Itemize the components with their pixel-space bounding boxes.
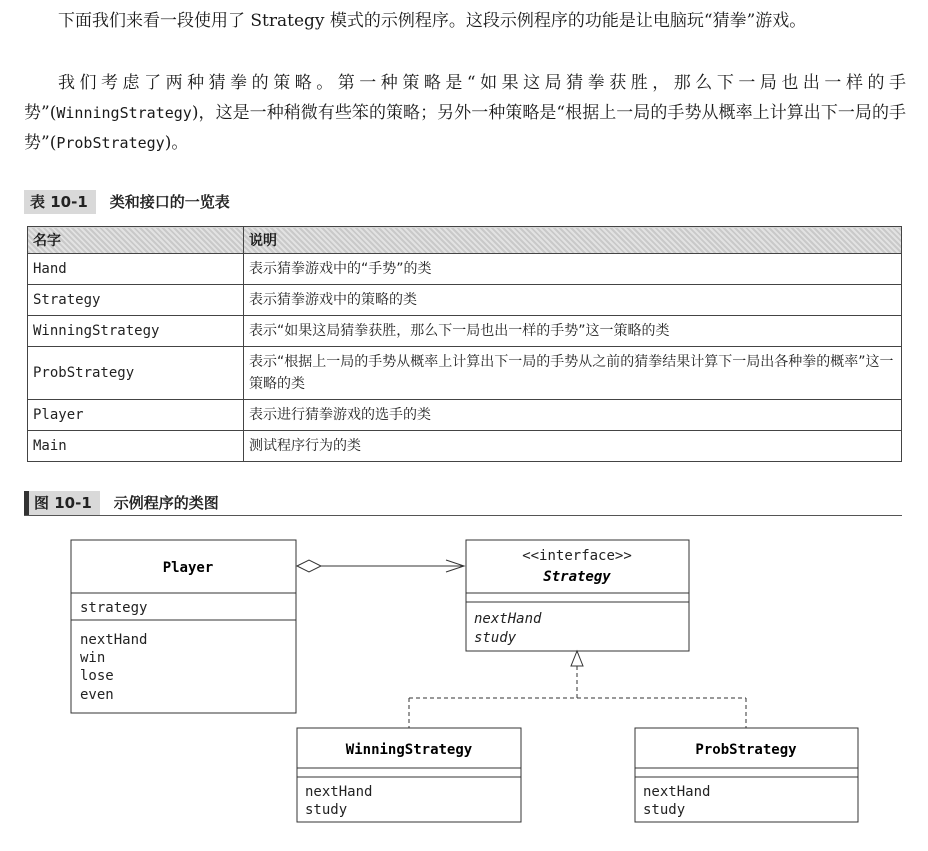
winning-strategy-class-name: WinningStrategy [345,742,473,758]
table-row [28,347,902,400]
player-method: nextHand [80,632,148,648]
cell-desc: 表示猜拳游戏中的策略的类 [244,285,902,316]
player-class-name: Player [162,560,214,576]
intro-text: )，这是一种稍微有些笨的策略；另外一种策略是“根据上一局的手势从概率上计算出下一局的手势”( [24,103,906,153]
player-method: lose [80,668,114,684]
table-caption-number: 表 10-1 [24,190,96,214]
class-diagram [0,530,928,830]
cell-name: WinningStrategy [28,316,244,347]
cell-name: ProbStrategy [28,347,244,400]
player-method: even [80,687,114,703]
table-row [28,431,902,462]
table-row [28,400,902,431]
strategy-method: study [474,630,517,646]
cell-desc: 表示“如果这局猜拳获胜，那么下一局也出一样的手势”这一策略的类 [244,316,902,347]
figure-caption-text: 示例程序的类图 [113,494,219,512]
table-caption [24,190,230,214]
figure-divider [24,515,902,516]
intro-text: 下面我们来看一段使用了 Strategy 模式的示例程序。这段示例程序的功能是让电脑玩“猜拳”游戏。 [58,11,807,31]
cell-name: Player [28,400,244,431]
prob-strategy-method: nextHand [643,784,711,800]
figure-caption [24,491,219,515]
aggregation-connector [297,560,464,572]
prob-strategy-class-name: ProbStrategy [695,742,797,758]
strategy-interface-name: Strategy [543,569,611,585]
player-method: win [80,650,106,666]
class-list-table [27,226,902,462]
table-row [28,316,902,347]
table-caption-text: 类和接口的一览表 [109,193,230,211]
winning-strategy-method: nextHand [305,784,373,800]
table-row [28,285,902,316]
cell-name: Main [28,431,244,462]
player-field: strategy [80,600,148,616]
cell-name: Strategy [28,285,244,316]
cell-desc: 表示进行猜拳游戏的选手的类 [244,400,902,431]
figure-caption-number: 图 10-1 [24,491,100,515]
cell-desc: 表示猜拳游戏中的“手势”的类 [244,254,902,285]
intro-paragraph-1 [24,6,906,36]
cell-desc: 测试程序行为的类 [244,431,902,462]
table-header-row [28,227,902,254]
cell-name: Hand [28,254,244,285]
header-name: 名字 [28,227,244,254]
intro-paragraph-2 [24,68,906,158]
strategy-method: nextHand [474,611,542,627]
code-winning-strategy: WinningStrategy [56,104,192,122]
winning-strategy-method: study [305,802,348,818]
intro-text: 我们考虑了两种猜拳的策略。第一种策略是“如果这局猜拳获胜，那么下一局也出一样的手势”( [24,73,906,123]
code-prob-strategy: ProbStrategy [56,134,165,152]
cell-desc: 表示“根据上一局的手势从概率上计算出下一局的手势从之前的猜拳结果计算下一局出各种拳的概率”这一策略的类 [244,347,902,400]
header-desc: 说明 [244,227,902,254]
realization-connector [409,666,746,728]
table-row [28,254,902,285]
strategy-stereotype: <<interface>> [522,548,632,564]
prob-strategy-method: study [643,802,686,818]
realization-triangle-icon [571,651,583,666]
intro-text: )。 [164,133,189,153]
aggregation-diamond-icon [297,560,321,572]
